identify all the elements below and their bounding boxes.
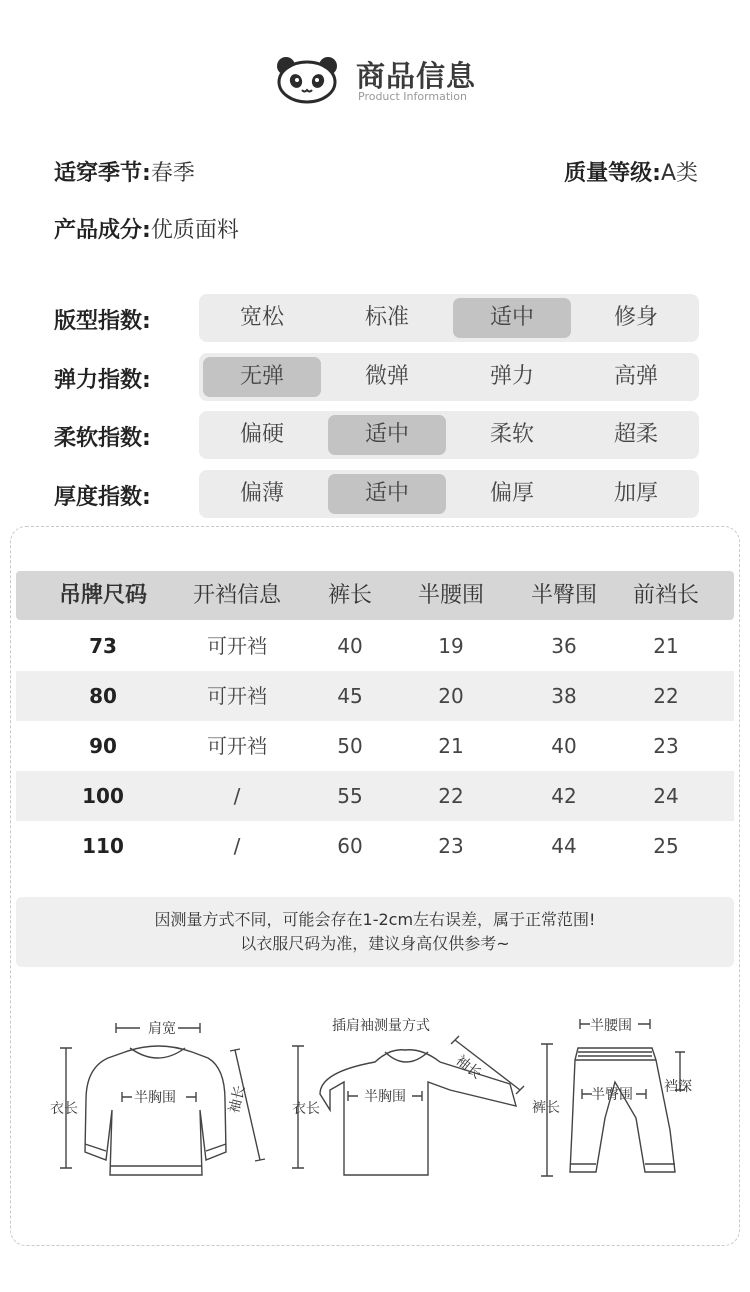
index-track xyxy=(199,294,699,342)
index-label: 厚度指数: xyxy=(54,485,151,510)
table-cell: 90 xyxy=(89,734,117,758)
index-option: 微弹 xyxy=(364,364,409,389)
raglan-diagram-icon xyxy=(292,1036,524,1175)
header-crotch: 开裆信息 xyxy=(192,583,281,608)
header-tag-size: 吊牌尺码 xyxy=(58,583,147,608)
table-row xyxy=(16,721,734,771)
index-option: 弹力 xyxy=(489,364,534,389)
label-sweater-length: 衣长 xyxy=(50,1101,78,1117)
label-raglan-sleeve: 袖长 xyxy=(452,1052,485,1083)
table-cell: 55 xyxy=(337,784,363,808)
table-cell: 25 xyxy=(653,834,679,858)
label-raglan-title: 插肩袖测量方式 xyxy=(332,1018,430,1034)
material-label: 产品成分: xyxy=(54,218,151,243)
table-header xyxy=(16,571,734,620)
index-option: 偏硬 xyxy=(239,422,284,447)
header-length: 裤长 xyxy=(327,583,372,608)
material-info xyxy=(54,213,239,244)
index-label: 版型指数: xyxy=(54,309,151,334)
index-track xyxy=(199,411,699,459)
label-pants-hip: 半臀围 xyxy=(591,1087,633,1103)
header-hip: 半臀围 xyxy=(530,583,597,608)
label-shoulder: 肩宽 xyxy=(148,1021,176,1037)
table-cell: 21 xyxy=(438,734,464,758)
season-info xyxy=(54,156,195,187)
note-line-2: 以衣服尺码为准，建议身高仅供参考~ xyxy=(240,934,510,953)
table-row xyxy=(16,621,734,671)
table-cell: 40 xyxy=(337,634,363,658)
table-row xyxy=(16,771,734,821)
table-cell: 22 xyxy=(438,784,464,808)
index-option-selected: 适中 xyxy=(453,298,571,338)
label-pants-rise: 裆深 xyxy=(664,1079,692,1095)
index-option-selected: 适中 xyxy=(328,474,446,514)
table-row xyxy=(16,821,734,871)
index-option: 柔软 xyxy=(489,422,534,447)
index-option: 加厚 xyxy=(613,481,658,506)
table-cell: 40 xyxy=(551,734,577,758)
grade-info xyxy=(564,156,698,187)
index-option: 标准 xyxy=(364,305,409,330)
label-sweater-chest: 半胸围 xyxy=(134,1090,176,1106)
table-cell: 可开裆 xyxy=(207,634,267,658)
index-option: 偏薄 xyxy=(239,481,284,506)
table-cell: 21 xyxy=(653,634,679,658)
index-option: 修身 xyxy=(613,305,658,330)
page-subtitle: Product Information xyxy=(358,90,467,103)
table-cell: 44 xyxy=(551,834,577,858)
index-option-selected: 无弹 xyxy=(203,357,321,397)
page-title: 商品信息 xyxy=(356,59,477,93)
table-cell: 110 xyxy=(82,834,124,858)
label-pants-length: 裤长 xyxy=(532,1100,560,1116)
table-cell: 73 xyxy=(89,634,117,658)
table-cell: / xyxy=(233,784,241,808)
table-cell: 45 xyxy=(337,684,363,708)
index-label: 弹力指数: xyxy=(54,368,151,393)
index-track xyxy=(199,353,699,401)
grade-label: 质量等级: xyxy=(564,161,661,186)
index-option-selected: 适中 xyxy=(328,415,446,455)
season-value: 春季 xyxy=(150,161,195,186)
table-cell: 22 xyxy=(653,684,679,708)
table-cell: 可开裆 xyxy=(207,684,267,708)
table-cell: 20 xyxy=(438,684,464,708)
index-option: 偏厚 xyxy=(489,481,534,506)
table-cell: 24 xyxy=(653,784,679,808)
size-note xyxy=(16,897,734,967)
panda-logo-icon xyxy=(274,54,340,104)
label-raglan-chest: 半胸围 xyxy=(364,1089,406,1105)
table-cell: / xyxy=(233,834,241,858)
header-rise: 前裆长 xyxy=(632,583,699,608)
season-label: 适穿季节: xyxy=(54,161,151,186)
index-track xyxy=(199,470,699,518)
table-cell: 42 xyxy=(551,784,577,808)
table-row xyxy=(16,671,734,721)
material-value: 优质面料 xyxy=(150,218,239,243)
table-cell: 23 xyxy=(653,734,679,758)
index-label: 柔软指数: xyxy=(54,426,151,451)
label-raglan-length: 衣长 xyxy=(292,1101,320,1117)
table-cell: 36 xyxy=(551,634,577,658)
measurement-diagrams xyxy=(30,1010,720,1200)
table-cell: 50 xyxy=(337,734,363,758)
table-cell: 可开裆 xyxy=(207,734,267,758)
table-cell: 23 xyxy=(438,834,464,858)
index-option: 高弹 xyxy=(613,364,658,389)
table-cell: 80 xyxy=(89,684,117,708)
header-waist: 半腰围 xyxy=(417,583,484,608)
label-sweater-sleeve: 袖长 xyxy=(226,1083,249,1115)
index-option: 宽松 xyxy=(239,305,284,330)
table-cell: 38 xyxy=(551,684,577,708)
index-option: 超柔 xyxy=(613,422,658,447)
table-cell: 19 xyxy=(438,634,464,658)
note-line-1: 因测量方式不同，可能会存在1-2cm左右误差，属于正常范围! xyxy=(154,910,596,929)
table-cell: 100 xyxy=(82,784,124,808)
label-pants-waist: 半腰围 xyxy=(590,1018,632,1034)
grade-value: A类 xyxy=(660,161,698,186)
table-cell: 60 xyxy=(337,834,363,858)
